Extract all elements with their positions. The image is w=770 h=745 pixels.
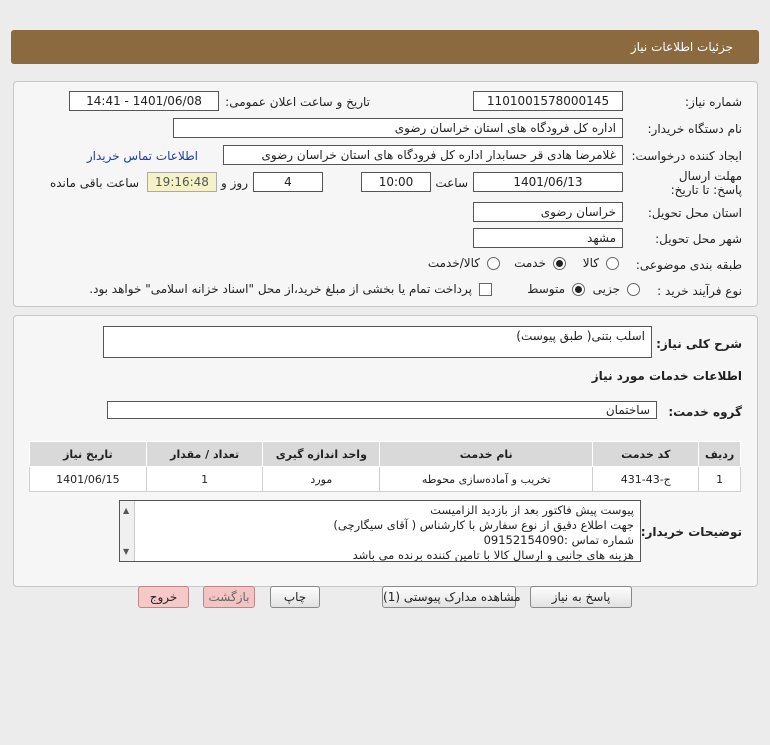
category-radio-goods-service[interactable] — [487, 257, 500, 270]
city-label: شهر محل تحویل: — [655, 232, 742, 246]
deadline-label-text: مهلت ارسال پاسخ: تا تاریخ: — [670, 169, 742, 197]
table-row — [30, 467, 741, 492]
buyer-notes-box[interactable] — [119, 500, 641, 562]
cell-name: تخریب و آماده‌سازی محوطه — [380, 467, 593, 492]
notes-scrollbar[interactable] — [120, 501, 135, 561]
creator-label: ایجاد کننده درخواست: — [631, 149, 742, 163]
buyer-org-field: اداره کل فرودگاه های استان خراسان رضوی — [173, 118, 623, 138]
page-title: جزئیات اطلاعات نیاز — [630, 40, 733, 54]
deadline-label — [652, 169, 742, 197]
remaining-time-field: 19:16:48 — [147, 172, 217, 192]
days-label: روز و — [221, 176, 248, 190]
services-table — [29, 441, 741, 492]
treasury-payment-checkbox[interactable] — [479, 283, 492, 296]
cell-row: 1 — [699, 467, 741, 492]
creator-field: غلامرضا هادی قر حسابدار اداره کل فرودگاه های استان خراسان رضوی — [223, 145, 623, 165]
services-table-header — [30, 442, 741, 467]
process-label: نوع فرآیند خرید : — [657, 284, 742, 298]
note-line: هزینه های جانبی و ارسال کالا با تامین کننده برنده می باشد — [352, 548, 634, 562]
scroll-down-icon[interactable]: ▼ — [123, 547, 130, 556]
city-field: مشهد — [473, 228, 623, 248]
cell-qty: 1 — [146, 467, 263, 492]
col-qty: تعداد / مقدار — [146, 442, 263, 467]
reply-button[interactable]: پاسخ به نیاز — [530, 586, 632, 608]
category-label: طبقه بندی موضوعی: — [635, 258, 742, 272]
summary-label: شرح کلی نیاز: — [656, 337, 742, 351]
announce-field: 1401/06/08 - 14:41 — [69, 91, 219, 111]
deadline-time-field: 10:00 — [361, 172, 431, 192]
summary-field: اسلب بتنی( طبق پیوست) — [103, 326, 652, 358]
cell-date: 1401/06/15 — [30, 467, 147, 492]
process-radio-minor[interactable] — [627, 283, 640, 296]
province-field: خراسان رضوی — [473, 202, 623, 222]
services-title: اطلاعات خدمات مورد نیاز — [591, 369, 742, 383]
contact-info-link[interactable]: اطلاعات تماس خریدار — [86, 149, 198, 163]
province-label: استان محل تحویل: — [647, 206, 742, 220]
info-panel — [13, 81, 758, 307]
service-group-field: ساختمان — [107, 401, 657, 419]
days-field: 4 — [253, 172, 323, 192]
category-radio-goods[interactable] — [606, 257, 619, 270]
announce-label: تاریخ و ساعت اعلان عمومی: — [225, 95, 370, 109]
remaining-label: ساعت باقی مانده — [49, 176, 139, 190]
buyer-notes-label: توضیحات خریدار: — [640, 525, 742, 539]
category-radio-service[interactable] — [553, 257, 566, 270]
view-attachments-button[interactable]: مشاهده مدارک پیوستی (1) — [382, 586, 516, 608]
col-unit: واحد اندازه گیری — [263, 442, 380, 467]
cell-code: ج-43-431 — [593, 467, 699, 492]
time-label: ساعت — [435, 176, 468, 190]
col-code: کد خدمت — [593, 442, 699, 467]
process-radio-medium[interactable] — [572, 283, 585, 296]
page-header — [11, 30, 759, 64]
category-option-service: خدمت — [514, 256, 546, 270]
buyer-org-label: نام دستگاه خریدار: — [647, 122, 742, 136]
payment-note: پرداخت تمام یا بخشی از مبلغ خرید،از محل "اسناد خزانه اسلامی" خواهد بود. — [89, 282, 472, 296]
print-button[interactable]: چاپ — [270, 586, 320, 608]
note-line: پیوست پیش فاکتور بعد از بازدید الزامیست — [430, 503, 634, 517]
need-number-field: 1101001578000145 — [473, 91, 623, 111]
back-button[interactable]: بازگشت — [203, 586, 255, 608]
col-date: تاریخ نیاز — [30, 442, 147, 467]
note-line: جهت اطلاع دقیق از نوع سفارش با کارشناس ( آقای سیگارچی) — [333, 518, 634, 532]
service-group-label: گروه خدمت: — [668, 405, 742, 419]
process-option-medium: متوسط — [527, 282, 565, 296]
deadline-date-field: 1401/06/13 — [473, 172, 623, 192]
col-row: ردیف — [699, 442, 741, 467]
exit-button[interactable]: خروج — [138, 586, 189, 608]
note-line: شماره تماس :09152154090 — [483, 533, 634, 547]
category-option-goods-service: کالا/خدمت — [427, 256, 480, 270]
scroll-up-icon[interactable]: ▲ — [123, 506, 130, 515]
cell-unit: مورد — [263, 467, 380, 492]
need-number-label: شماره نیاز: — [685, 95, 742, 109]
category-option-goods: کالا — [582, 256, 599, 270]
col-name: نام خدمت — [380, 442, 593, 467]
process-option-minor: جزیی — [592, 282, 620, 296]
